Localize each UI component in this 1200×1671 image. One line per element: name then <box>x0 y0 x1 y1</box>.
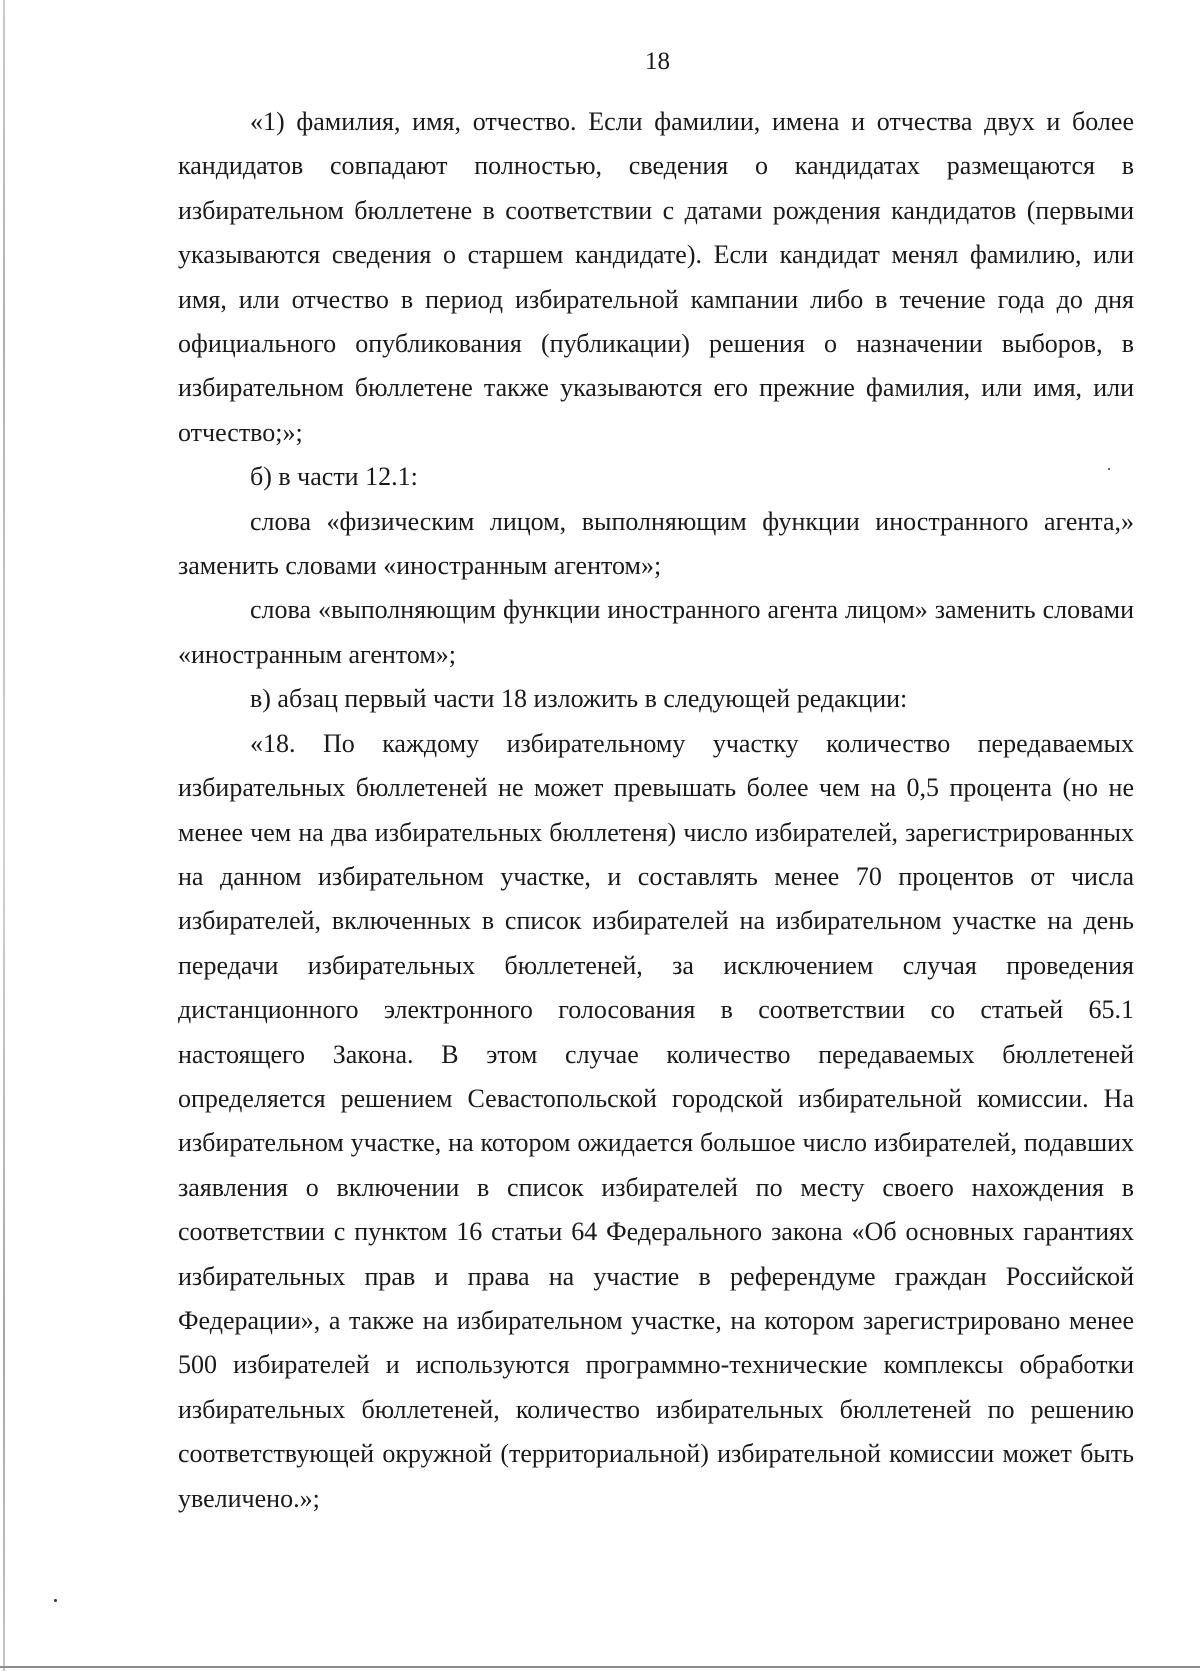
scan-left-edge <box>3 0 5 1671</box>
paragraph-part-18-text: «18. По каждому избирательному участку количество передаваемых избирательных бюллетеней не может превышать более чем на 0,5 процента (но не менее чем на два избирательных бюллетеня) число избирателей, зарегистрированных на данном избирательном участке, и составлять менее 70 процентов от числа избирателей, включенных в список избирателей на избирательном участке на день передачи избирательных бюллетеней, за исключением случая проведения дистанционного электронного голосования в соответствии со статьей 65.1 настоящего Закона. В этом случае количество передаваемых бюллетеней определяется решением Севастопольской городской избирательной комиссии. На избирательном участке, на котором ожидается большое число избирателей, подавших заявления о включении в список избирателей по месту своего нахождения в соответствии с пунктом 16 статьи 64 Федерального закона «Об основных гарантиях избирательных прав и права на участие в референдуме граждан Российской Федерации», а также на избирательном участке, на котором зарегистрировано менее 500 избирателей и используются программно-технические комплексы обработки избирательных бюллетеней, количество избирательных бюллетеней по решению соответствующей окружной (территориальной) избирательной комиссии может быть увеличено.»; <box>178 728 1134 1513</box>
paragraph-words-replace-1: слова «физическим лицом, выполняющим функции иностранного агента,» заменить словами «иностранным агентом»; <box>178 506 1134 581</box>
page-number: 18 <box>645 48 670 75</box>
paragraph-part-18: в) абзац первый части 18 изложить в следующей редакции: <box>250 684 908 714</box>
scan-speck <box>54 1599 57 1602</box>
paragraph-candidate-names: «1) фамилия, имя, отчество. Если фамилии, имена и отчества двух и более кандидатов совпадают полностью, сведения о кандидатах размещаются в избирательном бюллетене в соответствии с датами рождения кандидатов (первыми указываются сведения о старшем кандидате). Если кандидат менял фамилию, или имя, или отчество в период избирательной кампании либо в течение года до дня официального опубликования (публикации) решения о назначении выборов, в избирательном бюллетене также указываются его прежние фамилия, или имя, или отчество;»; <box>178 107 1134 447</box>
scan-bottom-edge <box>0 1666 1200 1668</box>
paragraph-words-replace-2: слова «выполняющим функции иностранного агента лицом» заменить словами «иностранным агентом»; <box>178 595 1134 669</box>
document-body <box>178 100 1134 1521</box>
paragraph-part-12-1: б) в части 12.1: <box>250 462 418 492</box>
